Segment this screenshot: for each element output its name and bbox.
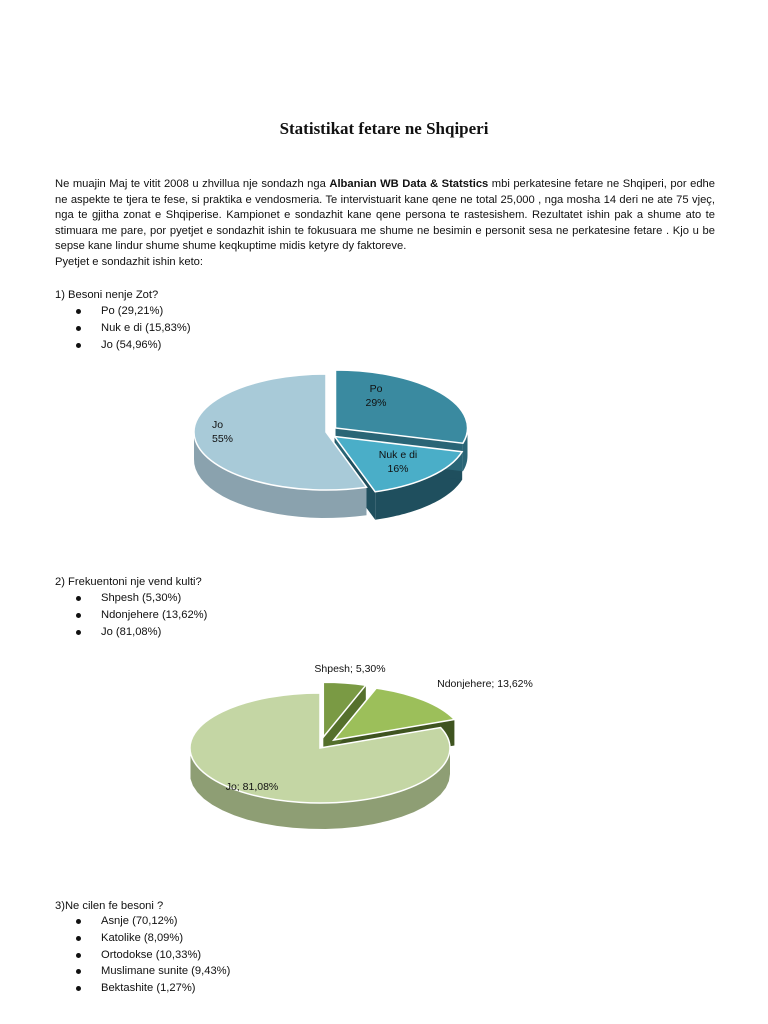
answer-text: Muslimane sunite (9,43%) [101,965,231,978]
intro-paragraph [55,177,715,255]
question-3-answers [0,913,230,997]
answer-text: Katolike (8,09%) [101,931,184,944]
list-item [0,303,191,320]
pie-2-label-jo: Jo; 81,08% [225,781,279,793]
question-2-answers [0,590,207,640]
bullet-icon [76,919,81,924]
document-title: Statistikat fetare ne Shqiperi [279,119,489,138]
answer-text: Ndonjehere (13,62%) [101,608,208,621]
answer-text: Ortodokse (10,33%) [101,948,202,961]
answer-text: Po (29,21%) [101,305,164,317]
question-1-answers [0,303,191,353]
questions-intro: Pyetjet e sondazhit ishin keto: [55,256,204,268]
list-item [0,590,207,607]
bullet-icon [76,343,81,348]
bullet-icon [76,936,81,941]
bullet-icon [76,326,81,331]
pie-2-label-ndonjehere: Ndonjehere; 13,62% [437,678,533,690]
list-item [0,963,230,980]
pie-chart-belief [0,360,768,540]
bullet-icon [76,630,81,635]
list-item [0,320,191,337]
bullet-icon [76,596,81,601]
bullet-icon [76,613,81,618]
answer-text: Shpesh (5,30%) [101,592,182,604]
answer-text: Asnje (70,12%) [101,915,178,927]
pie-chart-worship [0,650,768,850]
bullet-icon [76,309,81,314]
answer-text: Jo (54,96%) [101,338,162,351]
intro-source-name: Albanian WB Data & Statstics [329,178,489,190]
answer-text: Jo (81,08%) [101,625,162,638]
answer-text: Nuk e di (15,83%) [101,321,191,334]
list-item [0,624,207,641]
question-1-label: 1) Besoni nenje Zot? [55,289,159,301]
question-2-label: 2) Frekuentoni nje vend kulti? [55,576,202,588]
list-item [0,607,207,624]
pie-1-label-jo: Jo 55% [212,419,234,445]
bullet-icon [76,969,81,974]
list-item [0,930,230,947]
list-item [0,337,191,354]
pie-1-label-po: Po 29% [365,383,387,409]
bullet-icon [76,953,81,958]
pie-2-label-shpesh: Shpesh; 5,30% [314,663,386,675]
intro-text-start: Ne muajin Maj te vitit 2008 u zhvillua nje sondazh nga [55,178,330,190]
pie-1-label-nuk-e-di: Nuk e di 16% [378,449,418,475]
list-item [0,913,230,930]
question-3-label: 3)Ne cilen fe besoni ? [55,900,164,912]
bullet-icon [76,986,81,991]
list-item [0,980,230,997]
answer-text: Bektashite (1,27%) [101,982,196,995]
list-item [0,947,230,964]
intro-text-rest: mbi perkatesine fetare ne Shqiperi, por edhe ne aspekte te tjera te fese, si praktika e vendosmeria. Te intervistuarit kane qene ne total 25,000 , nga mosha 14 deri ne ate 75 vjeç, nga te gjitha zonat e Shqiperise. Kampionet e sondazhit kane qene persona te rastesishem. Rezultatet ishin pak a shume ato te stimuara me pare, por pyetjet e sondazhit ishin te fokusuara me shume ne besimin e personit sesa ne perkatesine fetare . Kjo u be sepse kane lindur shume shume keqkuptime midis ketyre dy faktoreve. [55,178,715,253]
